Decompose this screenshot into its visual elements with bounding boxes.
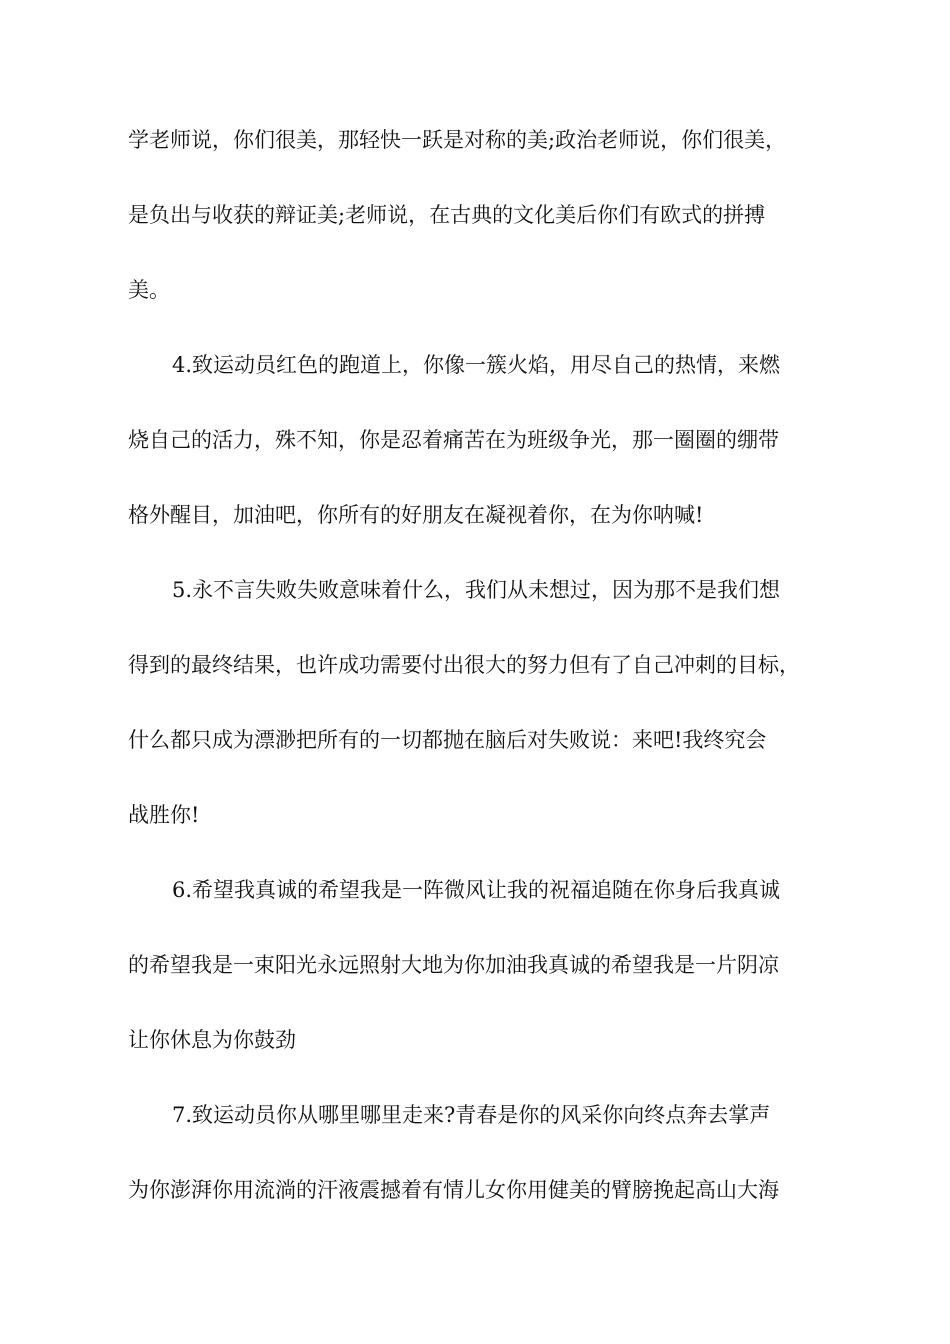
text-line: 让你休息为你鼓劲 xyxy=(128,1028,296,1052)
text-line: 是负出与收获的辩证美;老师说，在古典的文化美后你们有欧式的拼搏 xyxy=(128,203,766,227)
text-line: 格外醒目，加油吧，你所有的好朋友在凝视着你，在为你呐喊! xyxy=(128,503,704,527)
text-line: 什么都只成为漂渺把所有的一切都抛在脑后对失败说：来吧!我终究会 xyxy=(128,728,767,752)
paragraph-5-first-line: 5.永不言失败失败意味着什么，我们从未想过，因为那不是我们想 xyxy=(172,578,781,602)
paragraph-7-first-line: 7.致运动员你从哪里哪里走来?青春是你的风采你向终点奔去掌声 xyxy=(172,1103,771,1127)
text-line: 得到的最终结果，也许成功需要付出很大的努力但有了自己冲刺的目标， xyxy=(128,653,800,677)
text-line: 烧自己的活力，殊不知，你是忍着痛苦在为班级争光，那一圈圈的绷带 xyxy=(128,428,779,452)
text-line: 学老师说，你们很美，那轻快一跃是对称的美;政治老师说，你们很美， xyxy=(128,128,787,152)
text-line: 为你澎湃你用流淌的汗液震撼着有情儿女你用健美的臂膀挽起高山大海 xyxy=(128,1178,779,1202)
text-line: 战胜你! xyxy=(128,803,200,827)
paragraph-6-first-line: 6.希望我真诚的希望我是一阵微风让我的祝福追随在你身后我真诚 xyxy=(172,878,781,902)
text-line: 美。 xyxy=(128,278,170,302)
text-line: 的希望我是一束阳光永远照射大地为你加油我真诚的希望我是一片阴凉 xyxy=(128,953,779,977)
paragraph-4-first-line: 4.致运动员红色的跑道上，你像一簇火焰，用尽自己的热情，来燃 xyxy=(172,353,781,377)
